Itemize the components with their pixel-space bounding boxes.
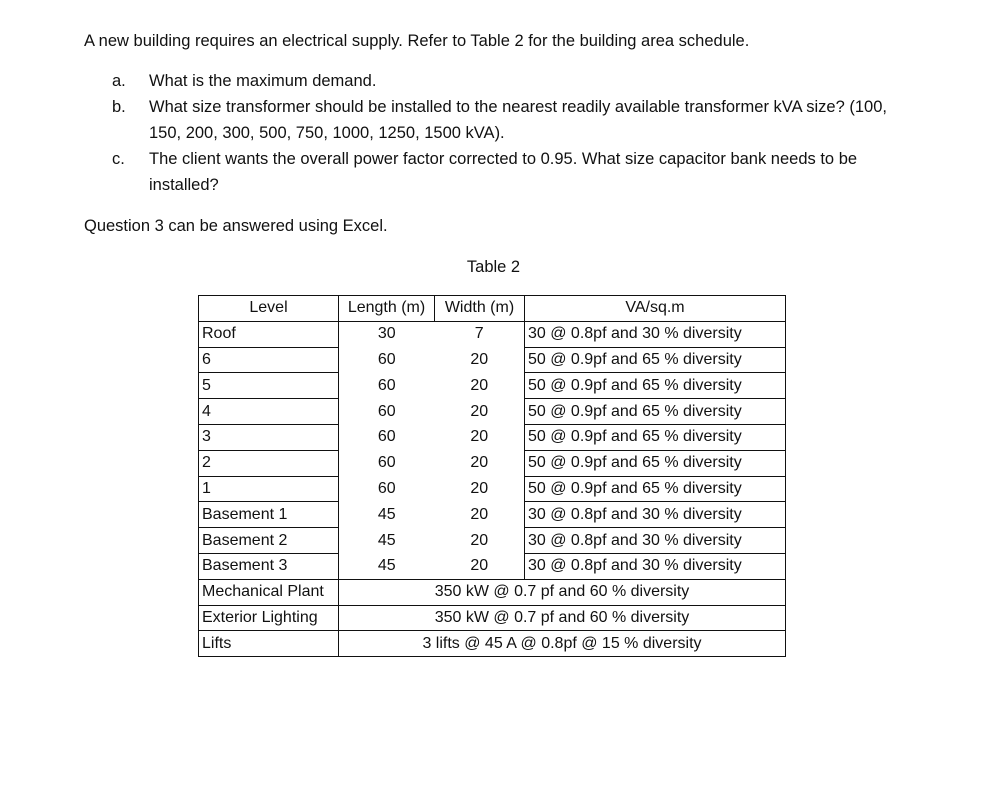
cell-width: 20 — [470, 350, 489, 368]
table-row — [199, 553, 786, 579]
question-item — [112, 94, 902, 146]
cell-length: 30 — [377, 325, 396, 343]
cell-level: 2 — [199, 450, 339, 476]
cell-width: 7 — [474, 325, 484, 343]
cell-length: 60 — [377, 454, 396, 472]
cell-level: 3 — [199, 424, 339, 450]
cell-length: 60 — [377, 402, 396, 420]
cell-load: 50 @ 0.9pf and 65 % diversity — [525, 450, 786, 476]
table-row — [199, 631, 786, 657]
cell-load: 3 lifts @ 45 A @ 0.8pf @ 15 % diversity — [339, 631, 786, 657]
cell-width: 20 — [470, 428, 489, 446]
table-row — [199, 528, 786, 554]
cell-length: 60 — [377, 350, 396, 368]
cell-load: 30 @ 0.8pf and 30 % diversity — [525, 502, 786, 528]
cell-level: 5 — [199, 373, 339, 399]
cell-width: 20 — [470, 402, 489, 420]
question-text: The client wants the overall power factor corrected to 0.95. What size capacitor bank needs to be installed? — [149, 150, 858, 194]
area-schedule-table — [198, 295, 786, 657]
cell-load: 50 @ 0.9pf and 65 % diversity — [525, 373, 786, 399]
cell-width: 20 — [470, 454, 489, 472]
cell-level: Roof — [199, 321, 339, 347]
table-caption: Table 2 — [466, 258, 521, 276]
cell-load: 30 @ 0.8pf and 30 % diversity — [525, 553, 786, 579]
cell-width: 20 — [470, 479, 489, 497]
cell-load: 50 @ 0.9pf and 65 % diversity — [525, 476, 786, 502]
table-row — [199, 399, 786, 425]
cell-load: 50 @ 0.9pf and 65 % diversity — [525, 399, 786, 425]
cell-level: Basement 1 — [199, 502, 339, 528]
table-row — [199, 321, 786, 347]
cell-load: 30 @ 0.8pf and 30 % diversity — [525, 321, 786, 347]
table-row — [199, 579, 786, 605]
table-row — [199, 605, 786, 631]
cell-length: 45 — [377, 505, 396, 523]
cell-width: 20 — [470, 505, 489, 523]
table-row — [199, 347, 786, 373]
table-row — [199, 476, 786, 502]
cell-length: 60 — [377, 479, 396, 497]
question-list — [112, 68, 902, 198]
cell-level: Exterior Lighting — [199, 605, 339, 631]
cell-width: 20 — [470, 531, 489, 549]
table-row — [199, 450, 786, 476]
question-text: What is the maximum demand. — [149, 72, 377, 90]
cell-level: 1 — [199, 476, 339, 502]
cell-width: 20 — [470, 376, 489, 394]
header-length: Length (m) — [339, 296, 435, 322]
question-text: What size transformer should be installed to the nearest readily available transformer kVA size? (100, 150, 200, 300, 500, 750, 1000, 1250, 1500 kVA). — [149, 98, 887, 142]
cell-width: 20 — [470, 557, 489, 575]
cell-load: 50 @ 0.9pf and 65 % diversity — [525, 347, 786, 373]
cell-level: Basement 2 — [199, 528, 339, 554]
cell-length: 60 — [377, 428, 396, 446]
header-va-per-sqm: VA/sq.m — [525, 296, 786, 322]
cell-level: Mechanical Plant — [199, 579, 339, 605]
table-row — [199, 502, 786, 528]
cell-load: 350 kW @ 0.7 pf and 60 % diversity — [339, 579, 786, 605]
excel-note: Question 3 can be answered using Excel. — [84, 217, 388, 235]
cell-level: 4 — [199, 399, 339, 425]
cell-length: 45 — [377, 557, 396, 575]
table-header-row — [199, 296, 786, 322]
cell-load: 50 @ 0.9pf and 65 % diversity — [525, 424, 786, 450]
table-row — [199, 424, 786, 450]
cell-length: 60 — [377, 376, 396, 394]
cell-level: Lifts — [199, 631, 339, 657]
question-item — [112, 146, 902, 198]
header-level: Level — [199, 296, 339, 322]
cell-length: 45 — [377, 531, 396, 549]
table-row — [199, 373, 786, 399]
question-marker: b. — [112, 98, 126, 116]
intro-text: A new building requires an electrical supply. Refer to Table 2 for the building area schedule. — [84, 32, 750, 50]
question-marker: a. — [112, 72, 126, 90]
question-item — [112, 68, 902, 94]
header-width: Width (m) — [435, 296, 525, 322]
cell-load: 30 @ 0.8pf and 30 % diversity — [525, 528, 786, 554]
question-marker: c. — [112, 150, 125, 168]
cell-level: Basement 3 — [199, 553, 339, 579]
cell-load: 350 kW @ 0.7 pf and 60 % diversity — [339, 605, 786, 631]
cell-level: 6 — [199, 347, 339, 373]
